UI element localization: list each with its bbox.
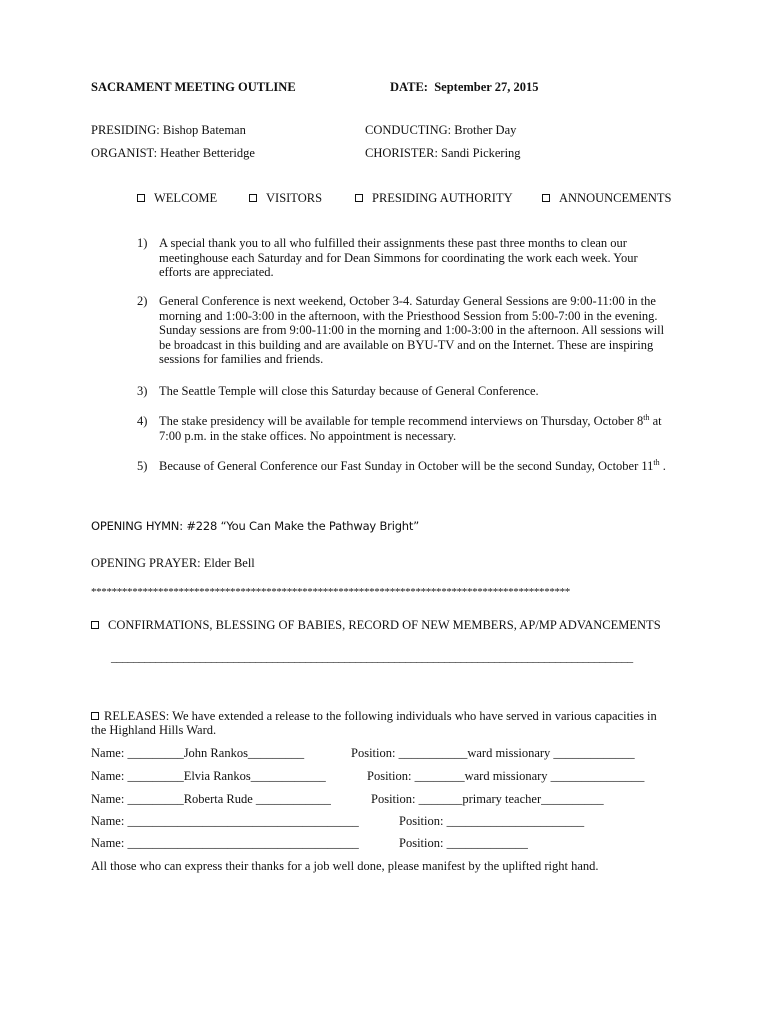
release-name-3: Name: _________Roberta Rude ____________ (91, 792, 331, 806)
checkbox-icon[interactable] (542, 194, 550, 202)
checklist-announcements[interactable]: ANNOUNCEMENTS (542, 191, 672, 206)
release-position-4: Position: ______________________ (399, 814, 585, 828)
chorister: CHORISTER: Sandi Pickering (365, 146, 521, 160)
confirmations-item[interactable]: CONFIRMATIONS, BLESSING OF BABIES, RECORD OF NEW MEMBERS, AP/MP ADVANCEMENTS (91, 618, 661, 633)
checkbox-icon[interactable] (355, 194, 363, 202)
checkbox-icon[interactable] (91, 621, 99, 629)
release-position-3: Position: _______primary teacher__________ (371, 792, 604, 806)
date-label: DATE: (390, 80, 428, 94)
organist: ORGANIST: Heather Betteridge (91, 146, 255, 160)
conducting: CONDUCTING: Brother Day (365, 123, 517, 137)
opening-hymn: OPENING HYMN: #228 “You Can Make the Pathway Bright” (91, 519, 419, 533)
checkbox-icon[interactable] (249, 194, 257, 202)
releases-intro-line2: the Highland Hills Ward. (91, 723, 217, 737)
date-value: September 27, 2015 (434, 80, 539, 94)
release-position-2: Position: ________ward missionary _______________ (367, 769, 645, 783)
checklist-visitors[interactable]: VISITORS (249, 191, 322, 206)
release-position-5: Position: _____________ (399, 836, 528, 850)
checkbox-icon[interactable] (137, 194, 145, 202)
checkbox-icon[interactable] (91, 712, 99, 720)
opening-prayer: OPENING PRAYER: Elder Bell (91, 556, 255, 570)
release-name-5: Name: _____________________________________ (91, 836, 359, 850)
presiding: PRESIDING: Bishop Bateman (91, 123, 246, 137)
releases-intro: RELEASES: We have extended a release to the following individuals who have served in various capacities in (91, 709, 657, 724)
release-name-2: Name: _________Elvia Rankos____________ (91, 769, 326, 783)
asterisk-separator: ********************************************************************************************* (91, 586, 570, 598)
meeting-date (390, 80, 539, 95)
checklist-presiding-authority[interactable]: PRESIDING AUTHORITY (355, 191, 513, 206)
release-name-4: Name: _____________________________________ (91, 814, 359, 828)
checklist-welcome[interactable]: WELCOME (137, 191, 217, 206)
release-position-1: Position: ___________ward missionary _____________ (351, 746, 635, 760)
blank-line: ______________________________________________________________________________________________ (111, 650, 633, 664)
document-title: SACRAMENT MEETING OUTLINE (91, 80, 296, 94)
releases-closing: All those who can express their thanks for a job well done, please manifest by the uplifted right hand. (91, 859, 599, 873)
release-name-1: Name: _________John Rankos_________ (91, 746, 305, 760)
